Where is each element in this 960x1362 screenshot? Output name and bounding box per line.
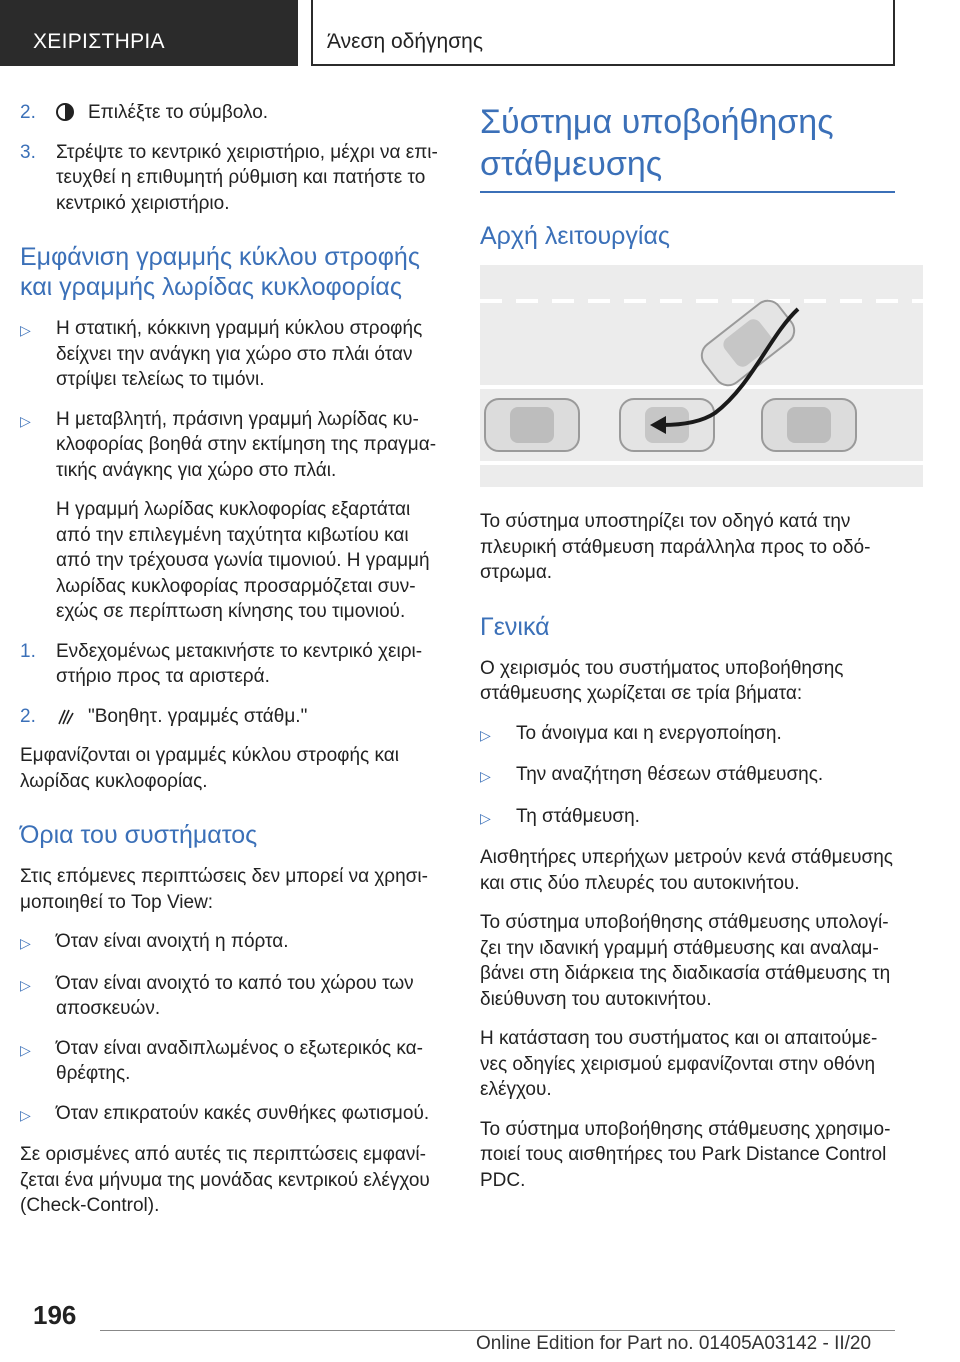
step-text: Ενδεχομένως μετακινήστε το κεντρικό χειριστήριο προς τα αριστερά. (56, 640, 423, 687)
paragraph: Σε ορισμένες από αυτές τις περιπτώσεις εμφανίζεται ένα μήνυμα της μονάδας κεντρικού ελέγχου (Check-Control). (20, 1144, 430, 1216)
paragraph: Η γραμμή λωρίδας κυκλοφορίας εξαρτάται από την επιλεγμένη ταχύτητα κιβωτίου και από την τρέχουσα γωνία τιμονιού. Η γραμμή λωρίδας κυκλοφορίας προσαρμόζεται συνεχώς σε περίπτωση κίνησης του τιμονιού. (56, 499, 430, 622)
paragraph: Η κατάσταση του συστήματος και οι απαιτούμενες οδηγίες χειρισμού εμφανίζονται στην οθόνη ελέγχου. (480, 1028, 878, 1100)
section-heading: Εμφάνιση γραμμής κύκλου στροφής και γραμμής λωρίδας κυκλοφορίας (20, 243, 420, 301)
list-item-text: Όταν επικρατούν κακές συνθήκες φωτισμού. (56, 1102, 430, 1124)
parked-car-left (485, 399, 579, 451)
parking-lines-icon (56, 707, 74, 725)
step-item (20, 639, 448, 690)
right-column (480, 101, 895, 1207)
triangle-bullet-icon: ▷ (20, 976, 31, 993)
title-divider (480, 191, 895, 193)
step-item (20, 100, 448, 126)
paragraph: Στις επόμενες περιπτώσεις δεν μπορεί να χρησιμοποιηθεί το Top View: (20, 866, 428, 913)
paragraph: Ο χειρισμός του συστήματος υποβοήθησης στάθμευσης χωρίζεται σε τρία βήματα: (480, 657, 844, 704)
paragraph: Αισθητήρες υπερήχων μετρούν κενά στάθμευσης και στις δύο πλευρές του αυτοκινήτου. (480, 847, 893, 894)
half-circle-icon (56, 103, 74, 121)
edition-text: Online Edition for Part no. 01405A03142 - II/20 (476, 1333, 872, 1354)
triangle-bullet-icon: ▷ (480, 726, 491, 743)
list-item-text: Τη στάθμευση. (516, 805, 640, 827)
chapter-tab (311, 0, 895, 66)
list-item-text: Την αναζήτηση θέσεων στάθμευσης. (516, 764, 824, 785)
list-item (20, 929, 448, 957)
parking-illustration (480, 265, 923, 487)
paragraph: Το σύστημα υποστηρίζει τον οδηγό κατά την πλευρική στάθμευση παράλληλα προς το οδόστρωμα. (480, 511, 871, 583)
list-item (20, 407, 448, 484)
list-item-text: Όταν είναι ανοιχτό το καπό του χώρου των αποσκευών. (56, 972, 414, 1019)
left-column (20, 100, 448, 1233)
step-item (20, 704, 448, 730)
step-number: 2. (20, 102, 36, 123)
list-item-text: Όταν είναι αναδιπλωμένος ο εξωτερικός καθρέφτης. (56, 1037, 423, 1084)
step-number: 3. (20, 141, 36, 163)
triangle-bullet-icon: ▷ (480, 768, 491, 784)
section-heading: Όρια του συστήματος (20, 821, 258, 849)
list-item (480, 804, 895, 832)
list-item-text: Η μεταβλητή, πράσινη γραμμή λωρίδας κυκλοφορίας βοηθά στην εκτίμηση της πραγματικής ανάγκης για χώρο στο πλάι. (56, 408, 437, 481)
triangle-bullet-icon: ▷ (20, 1041, 31, 1058)
list-item (20, 971, 448, 1022)
list-item-text: Η στατική, κόκκινη γραμμή κύκλου στροφής δείχνει την ανάγκη για χώρο στο πλάι όταν στρίψει τελείως το τιμόνι. (56, 318, 423, 390)
paragraph: Το σύστημα υποβοήθησης στάθμευσης χρησιμοποιεί τους αισθητήρες του Park Distance Control PDC. (480, 1118, 891, 1191)
triangle-bullet-icon: ▷ (20, 412, 31, 429)
triangle-bullet-icon: ▷ (20, 322, 31, 338)
step-number: 2. (20, 705, 36, 727)
step-item (20, 140, 448, 217)
section-tab (0, 0, 298, 66)
list-item (20, 316, 448, 393)
list-item-text: Όταν είναι ανοιχτή η πόρτα. (56, 931, 289, 952)
step-text: "Βοηθητ. γραμμές στάθμ." (88, 705, 308, 727)
page-number: 196 (33, 1300, 77, 1330)
section-heading: Γενικά (480, 612, 550, 641)
paragraph: Εμφανίζονται οι γραμμές κύκλου στροφής και λωρίδας κυκλοφορίας. (20, 745, 399, 792)
list-item (20, 1036, 448, 1087)
parking-diagram (480, 265, 923, 487)
section-heading: Αρχή λειτουργίας (480, 222, 670, 250)
paragraph: Το σύστημα υποβοήθησης στάθμευσης υπολογίζει την ιδανική γραμμή στάθμευσης και αναλαμβάνει στη διάρκεια της διαδικασία στάθμευσης τη διεύθυνση του αυτοκινήτου. (480, 912, 891, 1010)
footer-divider (100, 1330, 895, 1331)
triangle-bullet-icon: ▷ (480, 809, 491, 826)
step-text: Επιλέξτε το σύμβολο. (88, 102, 269, 123)
list-item (480, 762, 895, 790)
step-text: Στρέψτε το κεντρικό χειριστήριο, μέχρι να επιτευχθεί η επιθυμητή ρύθμιση και πατήστε το κεντρικό χειριστήριο. (56, 141, 438, 214)
section-title: ΧΕΙΡΙΣΤΗΡΙΑ (33, 30, 165, 53)
page-title: Σύστημα υποβοήθησης στάθμευσης (480, 103, 834, 183)
triangle-bullet-icon: ▷ (20, 1106, 31, 1123)
list-item (480, 721, 895, 749)
step-number: 1. (20, 640, 36, 662)
triangle-bullet-icon: ▷ (20, 935, 31, 951)
parked-car-right (762, 399, 856, 451)
chapter-title: Άνεση οδήγησης (327, 30, 483, 53)
list-item-text: Το άνοιγμα και η ενεργοποίηση. (516, 722, 782, 744)
list-item (20, 1101, 448, 1129)
